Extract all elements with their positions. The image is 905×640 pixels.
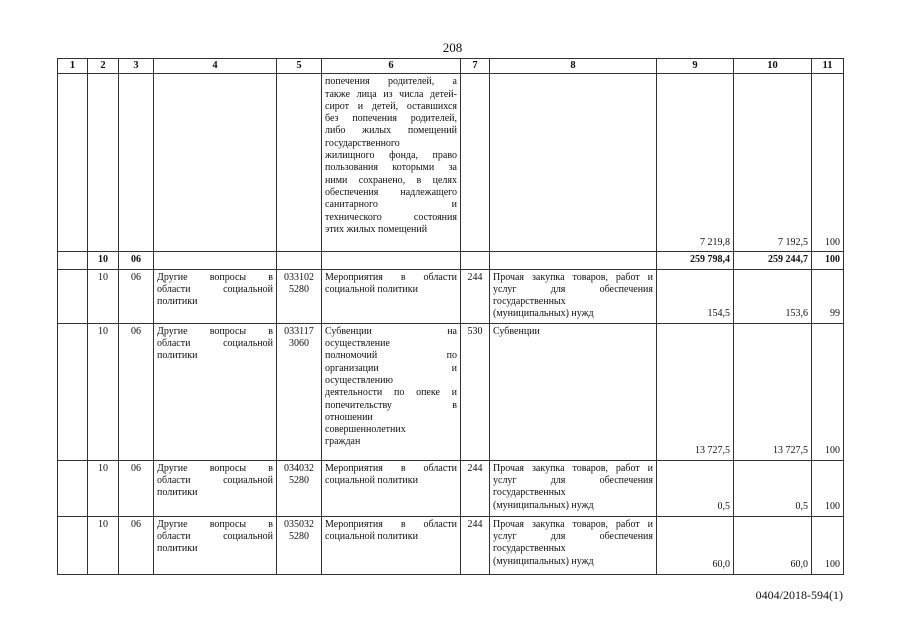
cell-expense-name-line: услуг для обеспечения [493, 531, 653, 543]
cell-subsection-name-line: Другие вопросы в [157, 462, 273, 474]
cell-target-name-line: совершеннолетних [325, 424, 406, 436]
cell-target-code-line: 033117 [284, 325, 314, 337]
cell-target-name-line: осуществлению [325, 374, 393, 386]
cell-expense-type: 244 [461, 516, 490, 574]
cell-expense-name-line: Прочая закупка товаров, работ и [493, 271, 653, 283]
cell-planned-amount: 259 798,4 [657, 252, 734, 269]
cell-percent: 99 [812, 269, 844, 323]
cell-expense-name-line: (муниципальных) нужд [493, 499, 594, 511]
cell-subsection: 06 [119, 323, 154, 460]
cell-target-name [322, 252, 461, 269]
header-col-9: 9 [657, 59, 734, 74]
cell-expense-name [490, 74, 657, 252]
table-row [58, 460, 844, 516]
cell-target-name-line: социальной политики [325, 283, 418, 295]
cell-subsection: 06 [119, 460, 154, 516]
cell-target-code [277, 252, 322, 269]
cell-subsection-name [154, 269, 277, 323]
cell-target-code [277, 460, 322, 516]
cell-actual-amount: 60,0 [734, 516, 812, 574]
table-row [58, 516, 844, 574]
cell-target-name-line: обеспечения надлежащего [325, 186, 457, 198]
cell-subsection-name [154, 252, 277, 269]
cell-expense-name [490, 269, 657, 323]
cell-subsection-name-line: Другие вопросы в [157, 325, 273, 337]
cell-expense-name [490, 252, 657, 269]
cell-target-name-line: санитарного и [325, 199, 457, 211]
cell-expense-type: 244 [461, 269, 490, 323]
cell-expense-type: 530 [461, 323, 490, 460]
cell-target-name-line: ними сохранено, в целях [325, 174, 457, 186]
cell-subsection-name [154, 323, 277, 460]
cell-actual-amount: 7 192,5 [734, 74, 812, 252]
cell-target-name-line: без попечения родителей, [325, 113, 457, 125]
cell-target-name-line: попечения родителей, а [325, 76, 457, 88]
table-body [58, 74, 844, 574]
page-number: 208 [442, 40, 463, 55]
cell-subsection-name [154, 74, 277, 252]
cell-subsection-name-line: области социальной [157, 338, 273, 350]
document-code: 0404/2018-594(1) [755, 588, 843, 602]
cell-section [88, 74, 119, 252]
table-row [58, 269, 844, 323]
cell-subsection: 06 [119, 269, 154, 323]
cell-target-name-line: осуществление [325, 338, 390, 350]
cell-planned-amount: 154,5 [657, 269, 734, 323]
cell-expense-name-line: (муниципальных) нужд [493, 555, 594, 567]
cell-expense-name-line: государственных [493, 296, 566, 308]
cell-percent: 100 [812, 74, 844, 252]
cell-target-code-line: 5280 [289, 531, 309, 543]
cell-target-code-line: 5280 [289, 475, 309, 487]
table-row [58, 323, 844, 460]
cell-target-name-line: пользования которыми за [325, 162, 457, 174]
cell-target-name-line: Мероприятия в области [325, 271, 457, 283]
cell-target-code-line: 034032 [284, 462, 314, 474]
header-col-2: 2 [88, 59, 119, 74]
cell-target-code-line: 035032 [284, 518, 314, 530]
cell-target-name-line: также лица из числа детей- [325, 88, 457, 100]
cell-expense-name [490, 516, 657, 574]
cell-target-name-line: социальной политики [325, 475, 418, 487]
cell-target-name-line: социальной политики [325, 531, 418, 543]
cell-target-name-line: сирот и детей, оставшихся [325, 100, 457, 112]
cell-target-name-line: Мероприятия в области [325, 518, 457, 530]
cell-actual-amount: 0,5 [734, 460, 812, 516]
cell-expense-name-line: услуг для обеспечения [493, 283, 653, 295]
cell-col-1 [58, 516, 88, 574]
cell-planned-amount: 7 219,8 [657, 74, 734, 252]
cell-target-name [322, 74, 461, 252]
cell-percent: 100 [812, 460, 844, 516]
header-col-4: 4 [154, 59, 277, 74]
cell-subsection-name [154, 516, 277, 574]
cell-target-name [322, 323, 461, 460]
cell-target-code [277, 323, 322, 460]
cell-target-name-line: государственного [325, 137, 400, 149]
cell-target-code-line: 033102 [284, 271, 314, 283]
cell-target-code-line: 5280 [289, 283, 309, 295]
cell-target-code [277, 74, 322, 252]
header-col-8: 8 [490, 59, 657, 74]
cell-subsection [119, 74, 154, 252]
cell-target-name-line: этих жилых помещений [325, 223, 428, 235]
cell-planned-amount: 60,0 [657, 516, 734, 574]
cell-target-name [322, 516, 461, 574]
header-col-10: 10 [734, 59, 812, 74]
cell-target-name [322, 460, 461, 516]
cell-subsection-name [154, 460, 277, 516]
cell-planned-amount: 13 727,5 [657, 323, 734, 460]
cell-expense-name [490, 460, 657, 516]
table-row [58, 74, 844, 252]
cell-subsection-name-line: Другие вопросы в [157, 518, 273, 530]
cell-percent: 100 [812, 252, 844, 269]
cell-target-name-line: технического состояния [325, 211, 457, 223]
cell-subsection-name-line: политики [157, 296, 198, 308]
cell-section: 10 [88, 460, 119, 516]
cell-target-name-line: организации и [325, 362, 457, 374]
cell-col-1 [58, 323, 88, 460]
budget-table [57, 58, 844, 575]
cell-subsection-name-line: области социальной [157, 283, 273, 295]
cell-subsection: 06 [119, 252, 154, 269]
cell-expense-type [461, 74, 490, 252]
cell-expense-name-line: государственных [493, 487, 566, 499]
cell-expense-name [490, 323, 657, 460]
cell-expense-name-line: (муниципальных) нужд [493, 308, 594, 320]
header-col-6: 6 [322, 59, 461, 74]
header-col-11: 11 [812, 59, 844, 74]
cell-col-1 [58, 74, 88, 252]
cell-actual-amount: 153,6 [734, 269, 812, 323]
cell-section: 10 [88, 323, 119, 460]
cell-subsection-name-line: области социальной [157, 531, 273, 543]
cell-target-code [277, 516, 322, 574]
cell-col-1 [58, 460, 88, 516]
cell-planned-amount: 0,5 [657, 460, 734, 516]
cell-target-name-line: Субвенции на [325, 325, 457, 337]
cell-subsection-name-line: политики [157, 543, 198, 555]
cell-target-name-line: попечительству в [325, 399, 457, 411]
cell-target-code [277, 269, 322, 323]
cell-col-1 [58, 252, 88, 269]
cell-section: 10 [88, 516, 119, 574]
header-col-3: 3 [119, 59, 154, 74]
cell-section: 10 [88, 269, 119, 323]
cell-expense-type: 244 [461, 460, 490, 516]
cell-expense-name-line: услуг для обеспечения [493, 475, 653, 487]
cell-percent: 100 [812, 323, 844, 460]
cell-percent: 100 [812, 516, 844, 574]
cell-subsection-name-line: политики [157, 350, 198, 362]
header-col-1: 1 [58, 59, 88, 74]
cell-target-name-line: деятельности по опеке и [325, 387, 457, 399]
cell-subsection-name-line: Другие вопросы в [157, 271, 273, 283]
table-row [58, 252, 844, 269]
cell-target-name-line: либо жилых помещений [325, 125, 457, 137]
cell-expense-type [461, 252, 490, 269]
cell-actual-amount: 13 727,5 [734, 323, 812, 460]
cell-col-1 [58, 269, 88, 323]
header-col-5: 5 [277, 59, 322, 74]
cell-expense-name-line: Субвенции [493, 325, 540, 337]
cell-subsection-name-line: области социальной [157, 475, 273, 487]
cell-target-name-line: отношении [325, 411, 373, 423]
cell-expense-name-line: государственных [493, 543, 566, 555]
header-row [58, 59, 844, 74]
cell-expense-name-line: Прочая закупка товаров, работ и [493, 462, 653, 474]
cell-subsection: 06 [119, 516, 154, 574]
cell-target-name [322, 269, 461, 323]
cell-target-name-line: Мероприятия в области [325, 462, 457, 474]
cell-expense-name-line: Прочая закупка товаров, работ и [493, 518, 653, 530]
header-col-7: 7 [461, 59, 490, 74]
cell-target-code-line: 3060 [289, 338, 309, 350]
cell-target-name-line: жилищного фонда, право [325, 150, 457, 162]
cell-actual-amount: 259 244,7 [734, 252, 812, 269]
cell-subsection-name-line: политики [157, 487, 198, 499]
cell-section: 10 [88, 252, 119, 269]
cell-target-name-line: граждан [325, 436, 361, 448]
cell-target-name-line: полномочий по [325, 350, 457, 362]
